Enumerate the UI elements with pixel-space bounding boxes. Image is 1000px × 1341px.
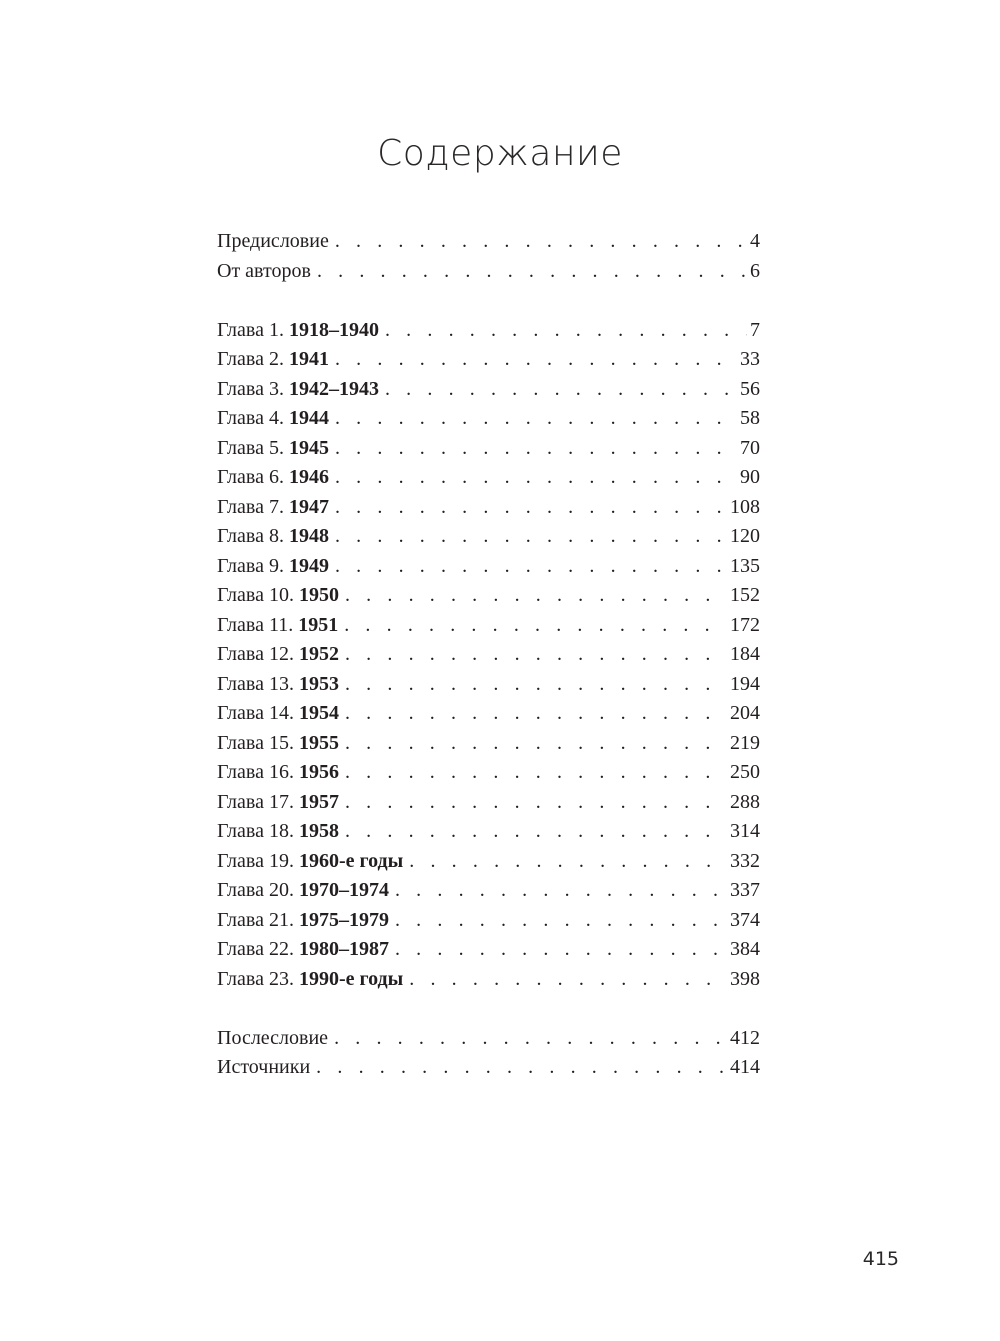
chapter-title: 1980–1987: [298, 938, 389, 960]
dot-leader: [345, 670, 727, 700]
chapter-prefix: Глава 14.: [217, 702, 294, 724]
chapter-prefix: Глава 4.: [217, 407, 284, 429]
toc-entry-page: 6: [750, 259, 760, 282]
dot-leader: [409, 847, 727, 877]
toc-entry-chapter-16[interactable]: [217, 758, 760, 788]
chapter-title: 1953: [298, 672, 339, 695]
toc-entry-title: [217, 552, 329, 582]
chapter-prefix: Глава 21.: [217, 908, 294, 931]
dot-leader: [335, 404, 737, 434]
toc-entry-page: 70: [740, 436, 760, 459]
toc-entry-title: [217, 729, 339, 759]
chapter-title: 1970–1974: [298, 879, 389, 901]
toc-entry-title: [217, 640, 339, 670]
dot-leader: [345, 788, 727, 818]
toc-entry-page: 4: [750, 230, 760, 252]
toc-entry-page: 414: [730, 1056, 760, 1078]
chapter-prefix: Глава 15.: [217, 731, 294, 754]
dot-leader: [395, 935, 727, 965]
dot-leader: [335, 522, 727, 552]
toc-entry-page: 135: [730, 554, 760, 577]
toc-entry-title: [217, 493, 329, 523]
toc-entry-chapter-12[interactable]: [217, 640, 760, 670]
dot-leader: [335, 463, 737, 493]
toc-entry-page: 337: [730, 879, 760, 901]
toc-entry-chapter-22[interactable]: [217, 935, 760, 965]
toc-entry-title: [217, 817, 339, 847]
dot-leader: [345, 640, 727, 670]
toc-entry-chapter-20[interactable]: [217, 876, 760, 906]
toc-entry-page: 374: [730, 908, 760, 931]
dot-leader: [316, 1053, 727, 1083]
toc-entry-page: 384: [730, 938, 760, 960]
toc-entry-page: 172: [730, 613, 760, 636]
toc-entry-from-authors[interactable]: [217, 257, 760, 287]
toc-entry-page: 7: [750, 318, 760, 341]
toc-entry-chapter-23[interactable]: [217, 965, 760, 995]
toc-entry-chapter-19[interactable]: [217, 847, 760, 877]
toc-entry-chapter-4[interactable]: [217, 404, 760, 434]
chapter-title: 1960-е годы: [298, 849, 404, 872]
toc-entry-afterword[interactable]: [217, 1024, 760, 1054]
dot-leader: [385, 375, 737, 405]
toc-entry-title: [217, 522, 329, 552]
toc-entry-page: 288: [730, 790, 760, 813]
dot-leader: [335, 434, 737, 464]
toc-entry-title: [217, 788, 339, 818]
chapter-title: 1956: [298, 761, 339, 783]
dot-leader: [385, 316, 747, 346]
toc-entry-title: Источники: [217, 1056, 311, 1078]
chapter-prefix: Глава 19.: [217, 849, 294, 872]
toc-entry-chapter-14[interactable]: [217, 699, 760, 729]
toc-entry-page: 152: [730, 584, 760, 606]
toc-entry-title: [217, 404, 329, 434]
toc-entry-title: От авторов: [217, 259, 311, 282]
toc-entry-page: 90: [740, 466, 760, 488]
chapter-title: 1957: [298, 790, 339, 813]
toc-entry-page: 332: [730, 849, 760, 872]
dot-leader: [395, 876, 727, 906]
dot-leader: [345, 699, 727, 729]
toc-entry-page: 108: [730, 495, 760, 518]
chapter-title: 1948: [288, 525, 329, 547]
toc-entry-chapter-3[interactable]: [217, 375, 760, 405]
toc-entry-chapter-10[interactable]: [217, 581, 760, 611]
chapter-title: 1946: [288, 466, 329, 488]
toc-entry-title: [217, 965, 403, 995]
chapter-prefix: Глава 13.: [217, 672, 294, 695]
dot-leader: [334, 1024, 727, 1054]
toc-entry-chapter-21[interactable]: [217, 906, 760, 936]
toc-entry-title: [217, 876, 389, 906]
toc-entry-chapter-2[interactable]: [217, 345, 760, 375]
chapter-prefix: Глава 9.: [217, 554, 284, 577]
toc-entry-title: [217, 463, 329, 493]
toc-entry-page: 250: [730, 761, 760, 783]
toc-entry-page: 33: [740, 348, 760, 370]
chapters-list: [217, 316, 760, 995]
back-matter-list: [217, 1024, 760, 1083]
toc-entry-chapter-18[interactable]: [217, 817, 760, 847]
toc-entry-title: [217, 935, 389, 965]
toc-entry-page: 204: [730, 702, 760, 724]
chapter-title: 1944: [288, 407, 329, 429]
chapter-title: 1950: [298, 584, 339, 606]
toc-entry-page: 58: [740, 407, 760, 429]
toc-entry-title: [217, 758, 339, 788]
chapter-prefix: Глава 3.: [217, 377, 284, 400]
toc-entry-chapter-9[interactable]: [217, 552, 760, 582]
chapter-prefix: Глава 20.: [217, 879, 294, 901]
dot-leader: [345, 817, 727, 847]
chapter-prefix: Глава 12.: [217, 643, 294, 665]
toc-entry-chapter-11[interactable]: [217, 611, 760, 641]
chapter-prefix: Глава 8.: [217, 525, 284, 547]
toc-entry-chapter-13[interactable]: [217, 670, 760, 700]
toc-entry-title: Предисловие: [217, 230, 329, 252]
toc-entry-chapter-6[interactable]: [217, 463, 760, 493]
dot-leader: [345, 581, 727, 611]
toc-entry-page: 56: [740, 377, 760, 400]
chapter-prefix: Глава 10.: [217, 584, 294, 606]
toc-entry-chapter-1[interactable]: [217, 316, 760, 346]
dot-leader: [395, 906, 727, 936]
chapter-title: 1975–1979: [298, 908, 389, 931]
toc-entry-page: 184: [730, 643, 760, 665]
chapter-title: 1952: [298, 643, 339, 665]
chapter-prefix: Глава 11.: [217, 613, 294, 636]
toc-entry-title: [217, 611, 338, 641]
dot-leader: [409, 965, 727, 995]
toc-entry-title: Послесловие: [217, 1026, 329, 1049]
chapter-title: 1942–1943: [288, 377, 379, 400]
chapter-title: 1954: [298, 702, 339, 724]
chapter-prefix: Глава 22.: [217, 938, 294, 960]
toc-entry-chapter-15[interactable]: [217, 729, 760, 759]
chapter-prefix: Глава 5.: [217, 436, 284, 459]
chapter-prefix: Глава 2.: [217, 348, 284, 370]
toc-entry-title: [217, 345, 329, 375]
chapter-prefix: Глава 17.: [217, 790, 294, 813]
table-of-contents: [217, 227, 760, 1083]
chapter-prefix: Глава 16.: [217, 761, 294, 783]
page-number: 415: [862, 1248, 899, 1270]
chapter-prefix: Глава 7.: [217, 495, 284, 518]
chapter-title: 1945: [288, 436, 329, 459]
dot-leader: [335, 493, 727, 523]
toc-entry-page: 120: [730, 525, 760, 547]
dot-leader: [317, 257, 747, 287]
toc-entry-page: 412: [730, 1026, 760, 1049]
toc-entry-title: [217, 316, 379, 346]
toc-entry-title: [217, 375, 379, 405]
dot-leader: [335, 345, 737, 375]
toc-entry-chapter-5[interactable]: [217, 434, 760, 464]
chapter-title: 1941: [288, 348, 329, 370]
toc-entry-title: [217, 581, 339, 611]
chapter-title: 1918–1940: [288, 318, 379, 341]
toc-entry-preface[interactable]: [217, 227, 760, 257]
toc-entry-title: [217, 434, 329, 464]
dot-leader: [345, 758, 727, 788]
chapter-prefix: Глава 23.: [217, 967, 294, 990]
toc-entry-page: 219: [730, 731, 760, 754]
toc-entry-page: 314: [730, 820, 760, 842]
toc-entry-sources[interactable]: [217, 1053, 760, 1083]
front-matter-list: [217, 227, 760, 286]
toc-entry-title: [217, 699, 339, 729]
page-title: Содержание: [377, 133, 623, 174]
chapter-title: 1949: [288, 554, 329, 577]
toc-entry-chapter-8[interactable]: [217, 522, 760, 552]
chapter-prefix: Глава 18.: [217, 820, 294, 842]
dot-leader: [335, 227, 747, 257]
dot-leader: [344, 611, 727, 641]
chapter-title: 1990-е годы: [298, 967, 404, 990]
toc-entry-title: [217, 906, 389, 936]
chapter-title: 1947: [288, 495, 329, 518]
chapter-prefix: Глава 6.: [217, 466, 284, 488]
toc-entry-chapter-17[interactable]: [217, 788, 760, 818]
dot-leader: [335, 552, 727, 582]
chapter-prefix: Глава 1.: [217, 318, 284, 341]
chapter-title: 1951: [298, 613, 339, 636]
toc-entry-chapter-7[interactable]: [217, 493, 760, 523]
chapter-title: 1955: [298, 731, 339, 754]
toc-entry-page: 398: [730, 967, 760, 990]
dot-leader: [345, 729, 727, 759]
toc-entry-title: [217, 670, 339, 700]
toc-entry-title: [217, 847, 403, 877]
toc-entry-page: 194: [730, 672, 760, 695]
chapter-title: 1958: [298, 820, 339, 842]
